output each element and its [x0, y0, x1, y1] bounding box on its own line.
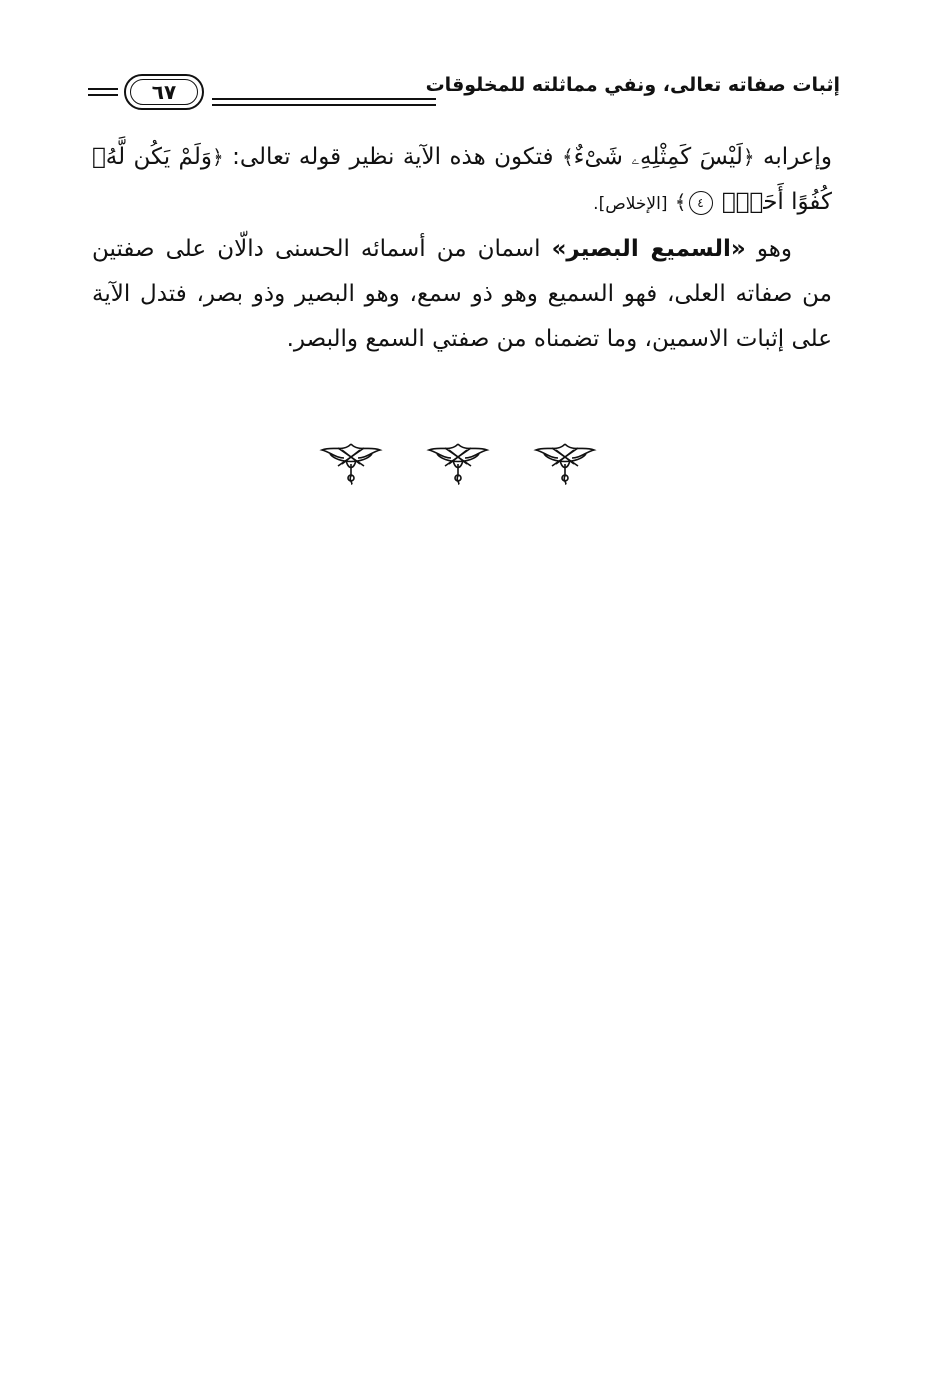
page-body [92, 135, 832, 362]
page-header [88, 70, 840, 114]
paragraph-text: فتكون هذه الآية نظير قوله تعالى: [232, 144, 554, 170]
header-rule-right [212, 98, 436, 100]
surah-reference: [الإخلاص]. [593, 194, 668, 214]
paragraph-text: اسمان من أسمائه الحسنى دالّان على صفتين من صفاته العلى، فهو السميع وهو ذو سمع، وهو البصير وذو بصر، فتدل الآية على إثبات الاسمين، وما تضمناه من صفتي السمع والبصر. [92, 236, 832, 352]
header-rule-left-lower [88, 94, 118, 96]
ayah-number-mark: ٤ [689, 191, 713, 215]
quran-verse-ikhlas: وَلَمْ يَكُن لَّهُۥ كُفُوًا أَحَدٌۢ [92, 144, 832, 215]
knot-ornament-icon [532, 440, 598, 486]
paragraph-intro: وإعرابه [762, 144, 833, 170]
divine-names-term: «السميع البصير» [551, 236, 746, 262]
quran-open-brace-icon: ﴿ [742, 145, 755, 169]
paragraph-names [92, 227, 832, 362]
quran-open-brace-icon: ﴿ [211, 145, 224, 169]
knot-ornament-icon [425, 440, 491, 486]
section-end-ornaments [318, 440, 598, 486]
quran-verse-shura: لَيْسَ كَمِثْلِهِۦ شَىْءٌ [573, 144, 743, 170]
header-rule-left [88, 88, 118, 90]
quran-close-brace-icon: ﴾ [674, 190, 687, 214]
running-header-title: إثبات صفاته تعالى، ونفي مماثلته للمخلوقات [425, 74, 840, 96]
page-number-frame [124, 74, 204, 110]
paragraph-intro: وهو [756, 236, 793, 262]
page-number: ٦٧ [151, 80, 177, 104]
header-rule-right-lower [212, 104, 436, 106]
knot-ornament-icon [318, 440, 384, 486]
quran-close-brace-icon: ﴾ [561, 145, 574, 169]
paragraph-grammar [92, 135, 832, 227]
